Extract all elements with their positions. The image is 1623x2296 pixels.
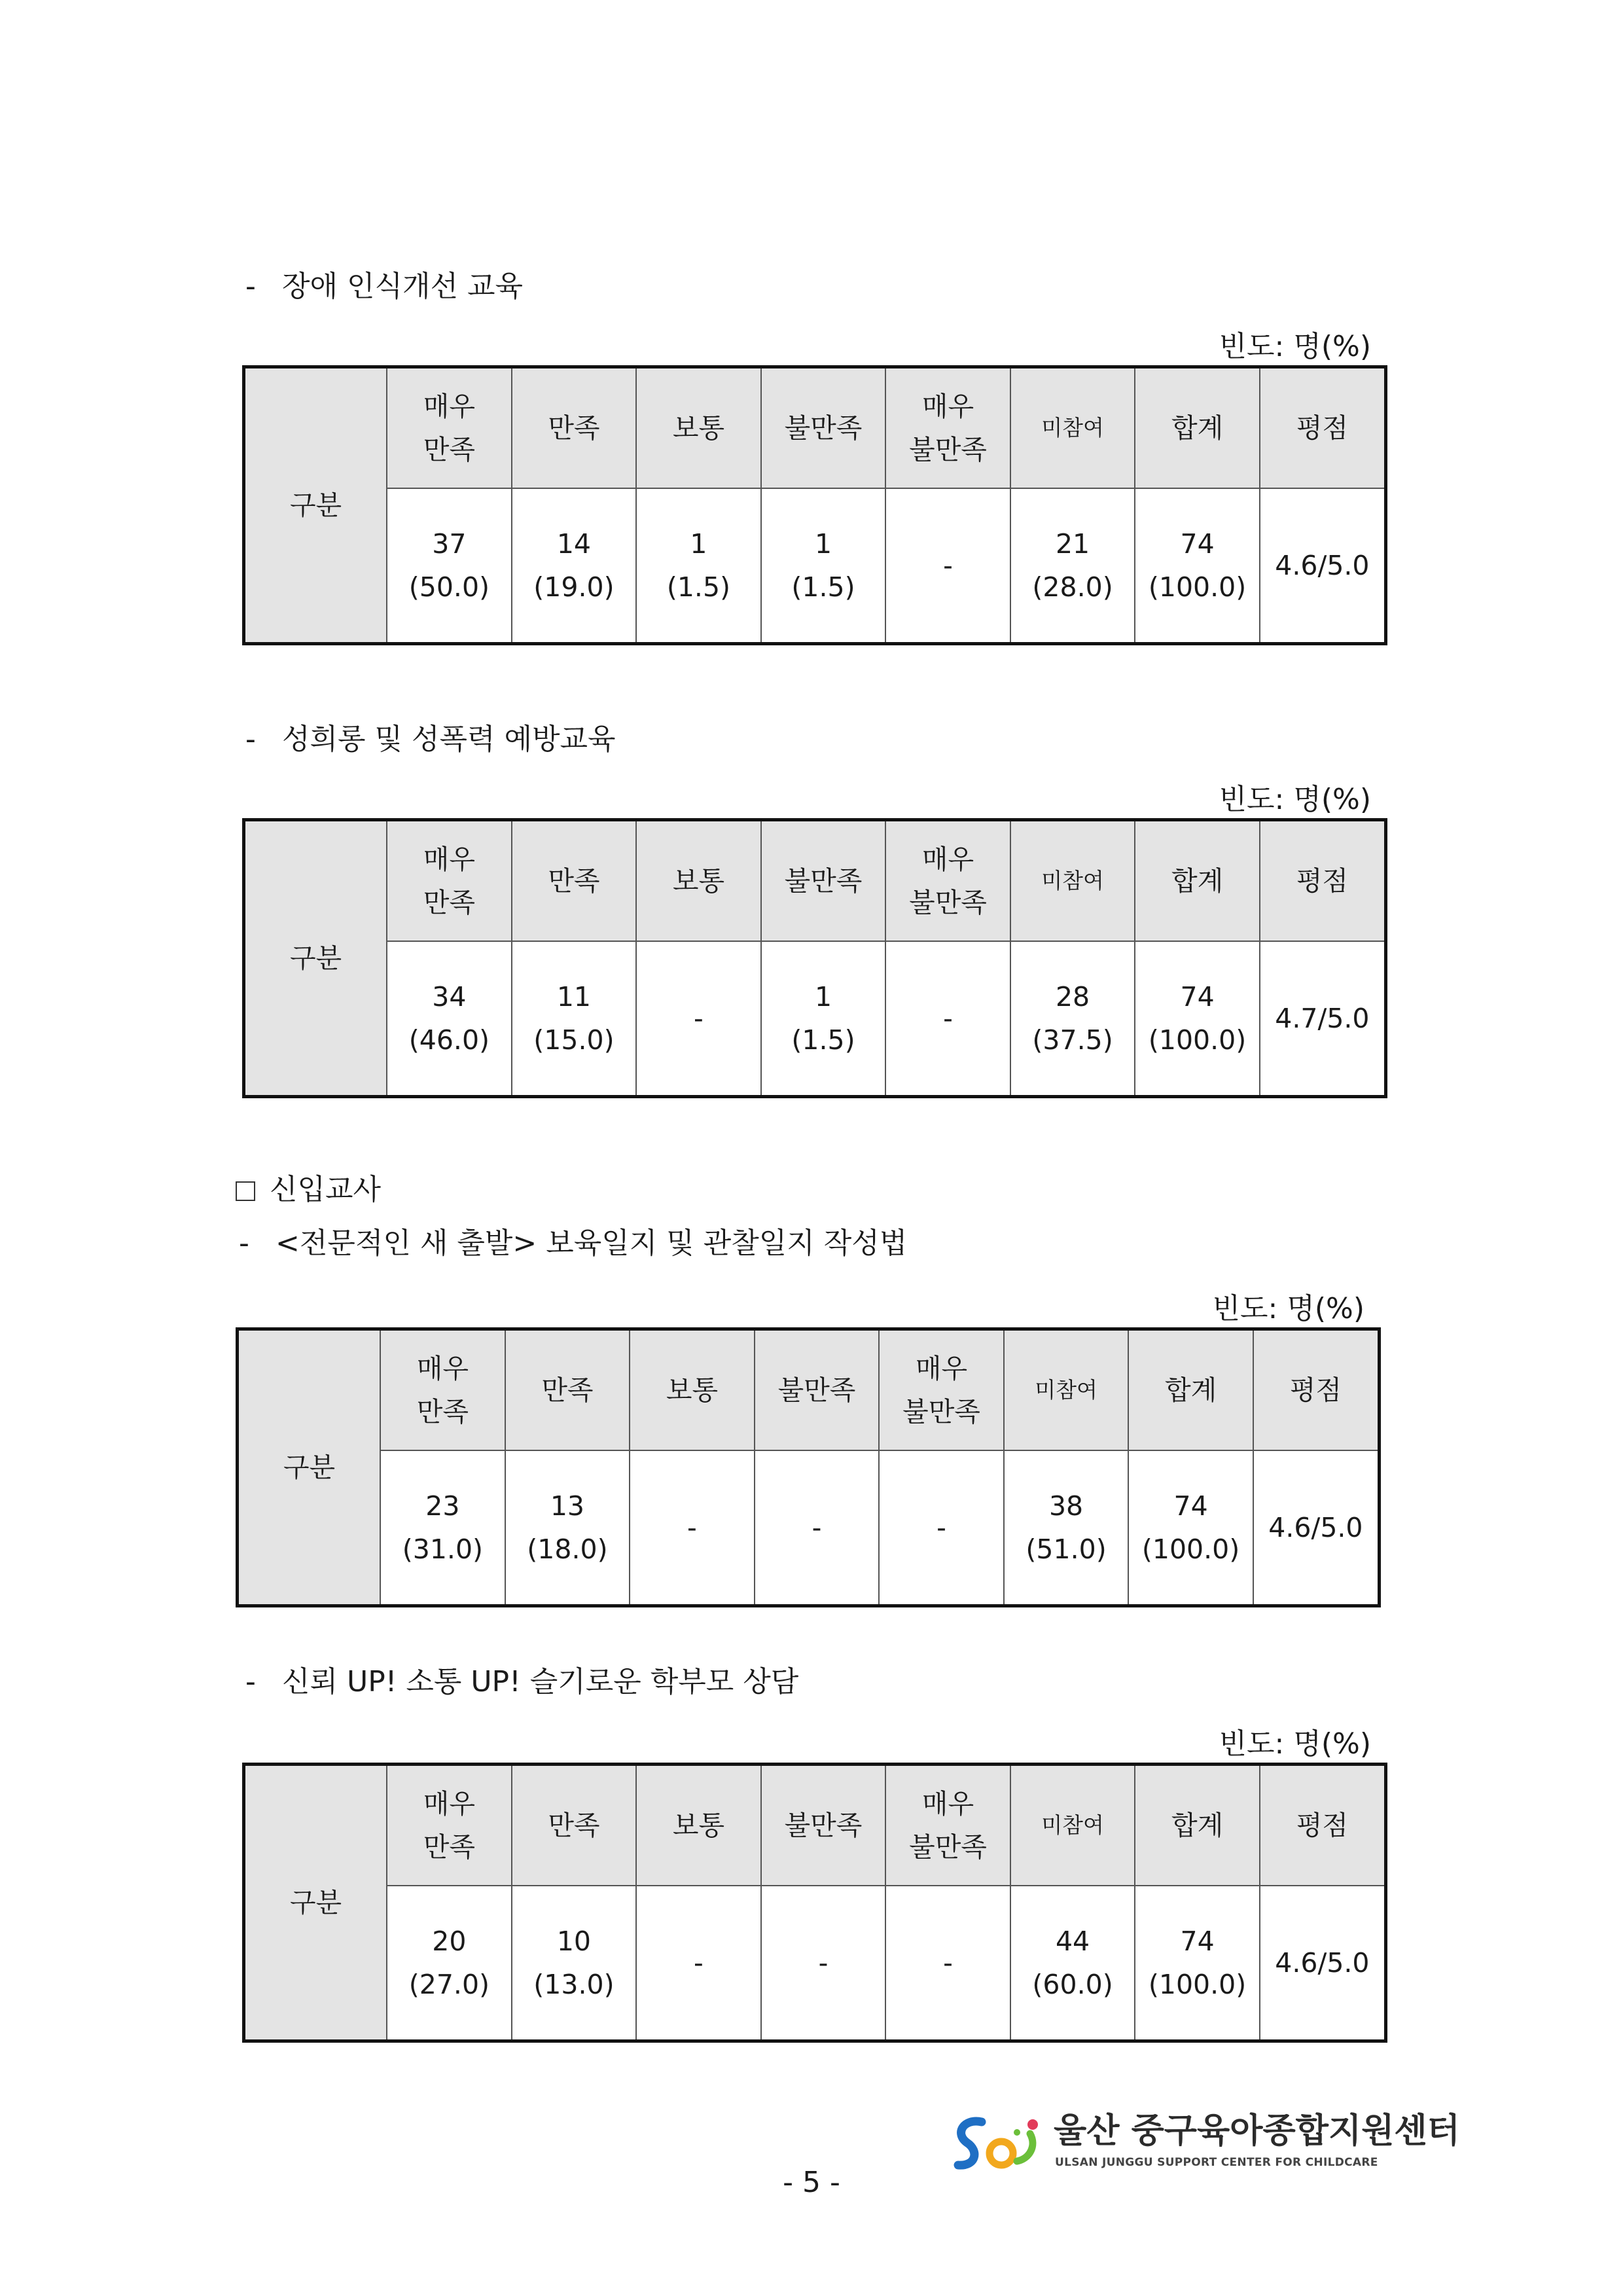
section-title: 신뢰 UP! 소통 UP! 슬기로운 학부모 상담 (282, 1665, 799, 1698)
header-very-satisfied (380, 1329, 505, 1450)
header-very-satisfied-text: 매우 (423, 843, 475, 875)
table-data-row (244, 1886, 1386, 2041)
header-score (1260, 367, 1386, 488)
header-very-dissatisfied-text: 불만족 (902, 1395, 980, 1427)
cell-count: 11 (556, 980, 591, 1013)
cell-count: 14 (556, 528, 591, 560)
data-cell (512, 941, 637, 1097)
logo-title: 울산 중구육아종합지원센터 (1054, 2111, 1460, 2151)
cell-percent: (31.0) (402, 1533, 484, 1565)
gubun-label: 구분 (283, 1452, 336, 1483)
header-normal-text: 보통 (666, 1374, 719, 1406)
data-cell (879, 1450, 1004, 1606)
score-value: 4.6/5.0 (1268, 1511, 1363, 1543)
gubun-cell (244, 367, 387, 644)
data-cell (1135, 488, 1260, 644)
cell-percent: (18.0) (527, 1533, 608, 1565)
header-very-satisfied-text: 만족 (423, 433, 475, 465)
cell-count: 37 (432, 528, 467, 560)
header-normal-text: 보통 (672, 412, 725, 444)
header-score-text: 평점 (1296, 865, 1349, 897)
cell-count: 74 (1180, 980, 1215, 1013)
header-very-dissatisfied (885, 1765, 1010, 1886)
logo-icon (949, 2108, 1047, 2179)
header-dissatisfied (755, 1329, 880, 1450)
data-cell (755, 1450, 880, 1606)
header-total (1135, 367, 1260, 488)
header-absent-text: 미참여 (1035, 1376, 1097, 1403)
header-total-text: 합계 (1171, 1809, 1224, 1841)
header-satisfied (512, 367, 637, 488)
score-cell (1260, 1886, 1386, 2041)
header-total (1135, 820, 1260, 941)
cell-count: 28 (1055, 980, 1090, 1013)
header-score-text: 평점 (1296, 412, 1349, 444)
section-title: 장애 인식개선 교육 (282, 270, 524, 303)
cell-count: - (694, 1946, 704, 1979)
gubun-cell (244, 820, 387, 1097)
table-header-row (244, 367, 1386, 488)
header-normal-text: 보통 (672, 865, 725, 897)
header-satisfied (512, 820, 637, 941)
data-cell (512, 1886, 637, 2041)
cell-count: 21 (1055, 528, 1090, 560)
cell-percent: (28.0) (1032, 571, 1113, 603)
header-absent (1010, 1765, 1135, 1886)
cell-count: 74 (1173, 1490, 1208, 1522)
cell-percent: (1.5) (791, 1024, 855, 1056)
header-very-satisfied-text: 매우 (416, 1352, 469, 1384)
table-header-row (238, 1329, 1380, 1450)
gubun-label: 구분 (289, 942, 342, 974)
header-very-dissatisfied (885, 367, 1010, 488)
header-score (1253, 1329, 1380, 1450)
data-cell (512, 488, 637, 644)
table-data-row (244, 488, 1386, 644)
bullet-dash: - (245, 1665, 256, 1698)
logo-subtitle: ULSAN JUNGGU SUPPORT CENTER FOR CHILDCARE (1055, 2156, 1378, 2169)
header-very-dissatisfied (879, 1329, 1004, 1450)
data-cell (505, 1450, 630, 1606)
header-score-text: 평점 (1289, 1374, 1342, 1406)
header-absent-text: 미참여 (1041, 867, 1104, 893)
cell-count: - (936, 1511, 946, 1543)
cell-percent: (51.0) (1026, 1533, 1107, 1565)
bullet-dash: - (245, 270, 256, 303)
data-cell (387, 1886, 512, 2041)
score-value: 4.7/5.0 (1275, 1002, 1370, 1034)
unit-label: 빈도: 명(%) (1219, 330, 1371, 363)
data-cell (885, 1886, 1010, 2041)
header-dissatisfied (761, 1765, 886, 1886)
satisfaction-table (242, 818, 1387, 1098)
section-group-heading (236, 1170, 381, 1210)
header-satisfied-text: 만족 (548, 1809, 600, 1841)
section-heading (245, 720, 616, 759)
header-dissatisfied (761, 820, 886, 941)
header-dissatisfied (761, 367, 886, 488)
header-absent (1010, 820, 1135, 941)
cell-percent: (27.0) (408, 1968, 490, 2000)
header-absent (1004, 1329, 1129, 1450)
header-very-satisfied-text: 매우 (423, 1787, 475, 1820)
header-absent-text: 미참여 (1041, 414, 1104, 440)
data-cell (885, 941, 1010, 1097)
score-value: 4.6/5.0 (1275, 1946, 1370, 1979)
header-satisfied-text: 만족 (548, 865, 600, 897)
data-cell (630, 1450, 755, 1606)
bullet-dash: - (245, 723, 256, 756)
header-total-text: 합계 (1171, 865, 1224, 897)
header-satisfied (512, 1765, 637, 1886)
cell-percent: (100.0) (1148, 1968, 1247, 2000)
header-total-text: 합계 (1164, 1374, 1217, 1406)
cell-percent: (13.0) (533, 1968, 615, 2000)
section-heading (245, 1662, 798, 1702)
header-normal-text: 보통 (672, 1809, 725, 1841)
gubun-cell (244, 1765, 387, 2041)
header-very-satisfied (387, 1765, 512, 1886)
cell-count: 34 (432, 980, 467, 1013)
center-logo (949, 2108, 1460, 2179)
cell-count: 74 (1180, 528, 1215, 560)
cell-percent: (100.0) (1141, 1533, 1240, 1565)
data-cell (380, 1450, 505, 1606)
header-total (1128, 1329, 1253, 1450)
header-normal (636, 1765, 761, 1886)
cell-percent: (1.5) (666, 571, 731, 603)
score-cell (1260, 488, 1386, 644)
cell-count: - (943, 549, 953, 581)
page-number: - 5 - (783, 2166, 840, 2199)
cell-percent: (1.5) (791, 571, 855, 603)
unit-label: 빈도: 명(%) (1219, 783, 1371, 816)
cell-percent: (46.0) (408, 1024, 490, 1056)
header-very-satisfied-text: 매우 (423, 390, 475, 422)
cell-percent: (50.0) (408, 571, 490, 603)
table-header-row (244, 820, 1386, 941)
data-cell (761, 1886, 886, 2041)
header-dissatisfied-text: 불만족 (784, 412, 863, 444)
cell-count: 1 (814, 528, 832, 560)
header-satisfied-text: 만족 (548, 412, 600, 444)
header-very-satisfied-text: 만족 (416, 1395, 469, 1427)
header-score-text: 평점 (1296, 1809, 1349, 1841)
cell-count: - (812, 1511, 822, 1543)
cell-percent: (37.5) (1032, 1024, 1113, 1056)
cell-count: - (687, 1511, 697, 1543)
data-cell (1135, 941, 1260, 1097)
data-cell (387, 941, 512, 1097)
header-very-satisfied (387, 820, 512, 941)
satisfaction-table (242, 1763, 1387, 2043)
data-cell (1010, 941, 1135, 1097)
cell-percent: (15.0) (533, 1024, 615, 1056)
header-absent (1010, 367, 1135, 488)
header-normal (636, 367, 761, 488)
data-cell (761, 488, 886, 644)
section-title: 성희롱 및 성폭력 예방교육 (282, 723, 616, 756)
header-dissatisfied-text: 불만족 (777, 1374, 856, 1406)
unit-label: 빈도: 명(%) (1219, 1727, 1371, 1761)
unit-label: 빈도: 명(%) (1212, 1292, 1364, 1325)
cell-count: 10 (556, 1925, 591, 1957)
header-very-satisfied-text: 만족 (423, 1831, 475, 1863)
section-heading (239, 1224, 907, 1263)
cell-count: 38 (1048, 1490, 1084, 1522)
table-header-row (244, 1765, 1386, 1886)
cell-count: 20 (432, 1925, 467, 1957)
cell-count: 1 (690, 528, 707, 560)
cell-percent: (60.0) (1032, 1968, 1113, 2000)
cell-count: 44 (1055, 1925, 1090, 1957)
header-very-dissatisfied-text: 불만족 (909, 1831, 987, 1863)
satisfaction-table (236, 1327, 1381, 1607)
header-very-dissatisfied-text: 매우 (915, 1352, 968, 1384)
score-cell (1253, 1450, 1380, 1606)
cell-count: 1 (814, 980, 832, 1013)
section-title: <전문적인 새 출발> 보육일지 및 관찰일지 작성법 (276, 1227, 908, 1260)
gubun-label: 구분 (289, 1887, 342, 1918)
header-very-dissatisfied-text: 매우 (921, 843, 974, 875)
header-normal (636, 820, 761, 941)
cell-count: 13 (550, 1490, 584, 1522)
header-very-dissatisfied (885, 820, 1010, 941)
cell-count: - (943, 1946, 953, 1979)
data-cell (761, 941, 886, 1097)
score-value: 4.6/5.0 (1275, 549, 1370, 581)
section-group-title: 신입교사 (270, 1173, 382, 1206)
satisfaction-table (242, 365, 1387, 645)
data-cell (636, 941, 761, 1097)
cell-percent: (100.0) (1148, 1024, 1247, 1056)
cell-count: - (818, 1946, 829, 1979)
cell-count: 23 (425, 1490, 460, 1522)
bullet-dash: - (239, 1227, 249, 1260)
data-cell (1010, 1886, 1135, 2041)
cell-count: 74 (1180, 1925, 1215, 1957)
table-data-row (238, 1450, 1380, 1606)
checkbox-icon (236, 1181, 255, 1201)
gubun-label: 구분 (289, 490, 342, 521)
data-cell (885, 488, 1010, 644)
header-very-satisfied (387, 367, 512, 488)
cell-percent: (100.0) (1148, 571, 1247, 603)
header-satisfied-text: 만족 (541, 1374, 594, 1406)
header-absent-text: 미참여 (1041, 1812, 1104, 1838)
header-total-text: 합계 (1171, 412, 1224, 444)
header-very-dissatisfied-text: 매우 (921, 1787, 974, 1820)
header-very-dissatisfied-text: 매우 (921, 390, 974, 422)
header-very-satisfied-text: 만족 (423, 886, 475, 918)
header-score (1260, 820, 1386, 941)
header-satisfied (505, 1329, 630, 1450)
header-dissatisfied-text: 불만족 (784, 1809, 863, 1841)
header-total (1135, 1765, 1260, 1886)
header-normal (630, 1329, 755, 1450)
score-cell (1260, 941, 1386, 1097)
cell-count: - (943, 1002, 953, 1034)
data-cell (1135, 1886, 1260, 2041)
section-heading (245, 267, 523, 306)
data-cell (1004, 1450, 1129, 1606)
data-cell (387, 488, 512, 644)
header-very-dissatisfied-text: 불만족 (909, 886, 987, 918)
data-cell (1128, 1450, 1253, 1606)
cell-percent: (19.0) (533, 571, 615, 603)
header-dissatisfied-text: 불만족 (784, 865, 863, 897)
gubun-cell (238, 1329, 381, 1606)
cell-count: - (694, 1002, 704, 1034)
header-very-dissatisfied-text: 불만족 (909, 433, 987, 465)
header-score (1260, 1765, 1386, 1886)
data-cell (636, 1886, 761, 2041)
data-cell (1010, 488, 1135, 644)
table-data-row (244, 941, 1386, 1097)
data-cell (636, 488, 761, 644)
